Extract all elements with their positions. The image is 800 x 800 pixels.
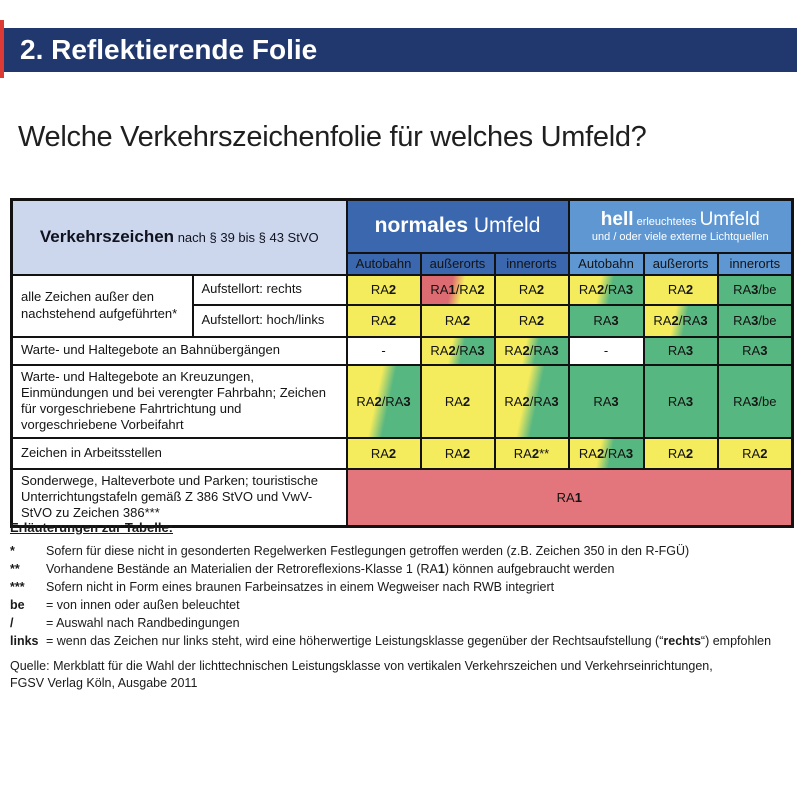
group-normal-bold: normales [374,214,469,238]
footnote-item [10,560,792,578]
table-legend [10,520,792,650]
ra-cell: RA2 [644,438,718,469]
footnote-marker: / [10,616,14,630]
group-normal-rest: Umfeld [468,214,541,238]
subheader-ausserorts-bright: außerorts [644,253,718,275]
source-reference [10,658,792,692]
ra-cell: RA2 [421,438,495,469]
subheader-autobahn-bright: Autobahn [569,253,644,275]
row-label-kreuzungen: Warte- und Haltegebote an Kreuzungen, Einmündungen und bei verengter Fahrbahn; Zeichen für vorgeschriebene Fahrtrichtung und vorgeschriebene Vorbeifahrt [12,365,347,438]
footnote-item [10,632,792,650]
row-sublabel-hoch-links: Aufstellort: hoch/links [193,305,347,337]
ra-cell: RA2** [495,438,569,469]
source-line1: Quelle: Merkblatt für die Wahl der lichttechnischen Leistungsklasse von vertikalen Verkehrszeichen und Verkehrseinrichtungen, [10,659,713,673]
ra-cell: RA2/RA3 [644,305,718,337]
ra-cell: RA2/RA3 [569,438,644,469]
footnote-item [10,596,792,614]
ra-cell: - [347,337,421,365]
ra-cell-ra1-span: RA1 [347,469,793,527]
row-label-arbeitsstellen: Zeichen in Arbeitsstellen [12,438,347,469]
column-group-normal-umfeld [347,200,569,253]
footnote-item [10,614,792,632]
ra-cell: RA3 [644,365,718,438]
ra-cell: RA2 [347,305,421,337]
ra-cell: RA2/RA3 [495,365,569,438]
table-corner-cell [12,200,347,275]
subheader-innerorts-normal: innerorts [495,253,569,275]
ra-cell: RA3/be [718,275,793,305]
ra-cell: RA3/be [718,365,793,438]
footnote-marker: ** [10,562,20,576]
ra-cell: RA2 [644,275,718,305]
header-title: 2. Reflektierende Folie [20,34,318,65]
corner-title: Verkehrszeichen [39,227,175,247]
ra-cell: RA2/RA3 [347,365,421,438]
ra-cell: RA2/RA3 [495,337,569,365]
ra-cell: RA2 [421,365,495,438]
ra-cell: RA2/RA3 [569,275,644,305]
subheader-autobahn-normal: Autobahn [347,253,421,275]
page-title: Welche Verkehrszeichenfolie für welches Umfeld? [18,121,647,153]
row-label-bahnuebergaenge: Warte- und Haltegebote an Bahnübergängen [12,337,347,365]
row-sublabel-rechts: Aufstellort: rechts [193,275,347,305]
ra-cell: RA3 [569,305,644,337]
ra-cell: RA3 [718,337,793,365]
row-label-alle-zeichen: alle Zeichen außer den nachstehend aufgeführten* [12,275,193,337]
ra-cell: RA2 [495,275,569,305]
ra-cell: - [569,337,644,365]
footnote-marker: * [10,544,15,558]
footnote-text: = von innen oder außen beleuchtet [46,598,240,612]
footnote-marker: be [10,598,25,612]
subheader-innerorts-bright: innerorts [718,253,793,275]
ra-cell: RA1/RA2 [421,275,495,305]
group-bright-line1: hell erleuchtetes Umfeld [600,208,760,230]
footnote-text: Vorhandene Bestände an Materialien der Retroreflexions-Klasse 1 (RA1) können aufgebraucht werden [46,562,615,576]
footnote-item [10,542,792,560]
footnote-marker: *** [10,580,25,594]
subheader-ausserorts-normal: außerorts [421,253,495,275]
ra-cell: RA2 [421,305,495,337]
ra-cell: RA3/be [718,305,793,337]
group-bright-line2: und / oder viele externe Lichtquellen [591,230,769,243]
foil-selection-table [10,198,794,528]
footnote-marker: links [10,634,39,648]
source-line2: FGSV Verlag Köln, Ausgabe 2011 [10,676,198,690]
row-label-sonderwege: Sonderwege, Halteverbote und Parken; touristische Unterrichtungstafeln gemäß Z 386 StVO und VwV-StVO zu Zeichen 386*** [12,469,347,527]
footnote-item [10,578,792,596]
legend-title: Erläuterungen zur Tabelle: [10,520,174,535]
ra-cell: RA2 [347,438,421,469]
footnote-text: Sofern für diese nicht in gesonderten Regelwerken Festlegungen getroffen werden (z.B. Zeichen 350 in den R-FGÜ) [46,544,690,558]
ra-cell: RA2/RA3 [421,337,495,365]
ra-cell: RA2 [718,438,793,469]
ra-cell: RA2 [347,275,421,305]
ra-cell: RA2 [495,305,569,337]
column-group-bright-umfeld [569,200,793,253]
ra-cell: RA3 [569,365,644,438]
ra-cell: RA3 [644,337,718,365]
footnote-text: Sofern nicht in Form eines braunen Farbeinsatzes in einem Wegweiser nach RWB integriert [46,580,555,594]
corner-subtitle: nach § 39 bis § 43 StVO [174,230,319,246]
footnote-text: = wenn das Zeichen nur links steht, wird eine höherwertige Leistungsklasse gegenüber der Rechtsaufstellung (“rechts“) empfohlen [46,634,772,648]
document-header-bar [4,28,797,72]
footnote-text: = Auswahl nach Randbedingungen [46,616,240,630]
